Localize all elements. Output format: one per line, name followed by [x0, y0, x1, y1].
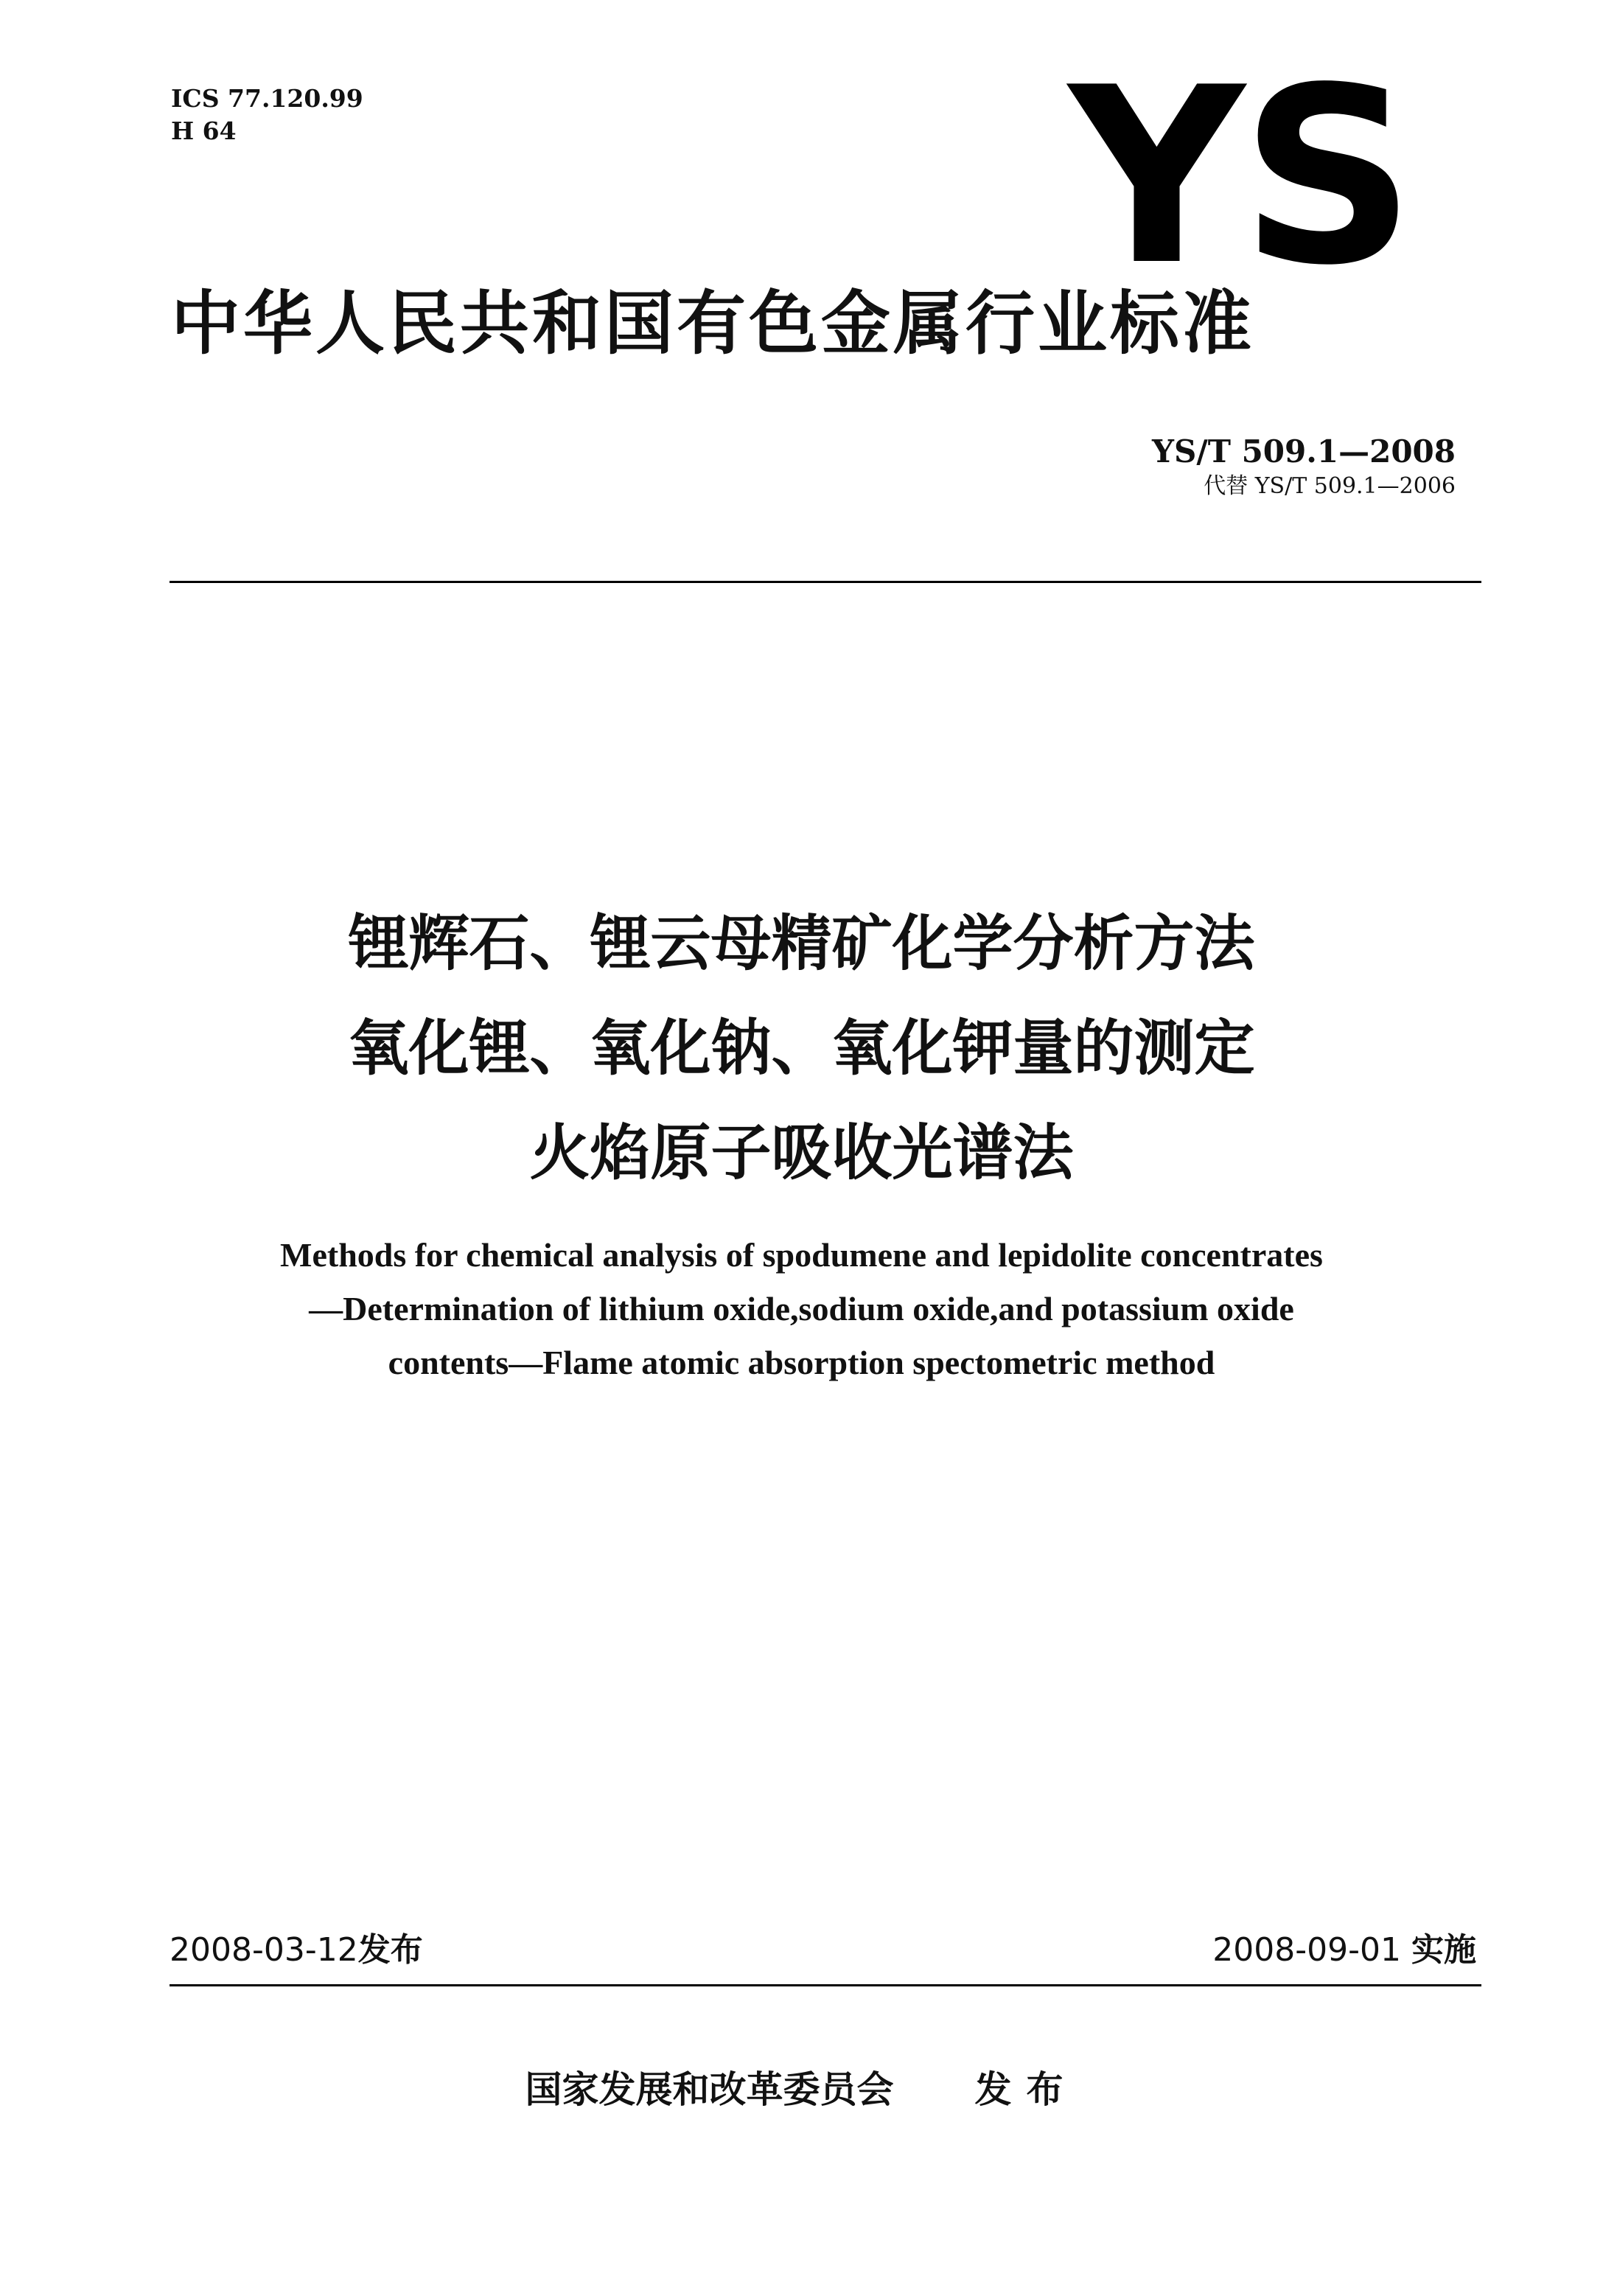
chinese-title-line: 火焰原子吸收光谱法	[529, 1118, 1074, 1188]
issue-label: 发布	[357, 1931, 423, 1969]
ccs-code: H 64	[171, 116, 237, 145]
issuing-organization: 国家发展和改革委员会	[525, 2068, 894, 2111]
replaced-standard: 代替 YS/T 509.1—2006	[1204, 473, 1456, 499]
chinese-title	[0, 892, 1603, 1206]
standard-number: YS/T 509.1—2008	[1152, 433, 1456, 470]
standard-number-block	[1152, 432, 1456, 501]
english-title-line: Methods for chemical analysis of spodumene and lepidolite concentrates	[280, 1236, 1323, 1274]
chinese-title-line: 氧化锂、氧化钠、氧化钾量的测定	[348, 1013, 1255, 1084]
english-title-line: —Determination of lithium oxide,sodium oxide,and potassium oxide	[309, 1290, 1294, 1327]
implement-label: 实施	[1411, 1931, 1476, 1969]
english-title	[0, 1228, 1603, 1389]
english-title-line: contents—Flame atomic absorption spectometric method	[388, 1344, 1215, 1381]
industry-standard-title: 中华人民共和国有色金属行业标准	[171, 284, 1255, 364]
implement-date: 2008-09-01	[1212, 1931, 1401, 1969]
ics-code: ICS 77.120.99	[171, 84, 363, 113]
chinese-title-line: 锂辉石、锂云母精矿化学分析方法	[348, 909, 1255, 979]
implement-date-block	[1212, 1930, 1476, 1971]
issuer-line	[0, 2065, 1603, 2114]
issue-date-block	[170, 1930, 423, 1971]
ys-logo: YS	[1069, 35, 1411, 318]
classification-codes	[171, 83, 363, 147]
footer-divider	[170, 1984, 1481, 1986]
issuer-action: 发布	[974, 2068, 1078, 2111]
issue-date: 2008-03-12	[170, 1931, 358, 1969]
header-divider	[170, 581, 1481, 583]
